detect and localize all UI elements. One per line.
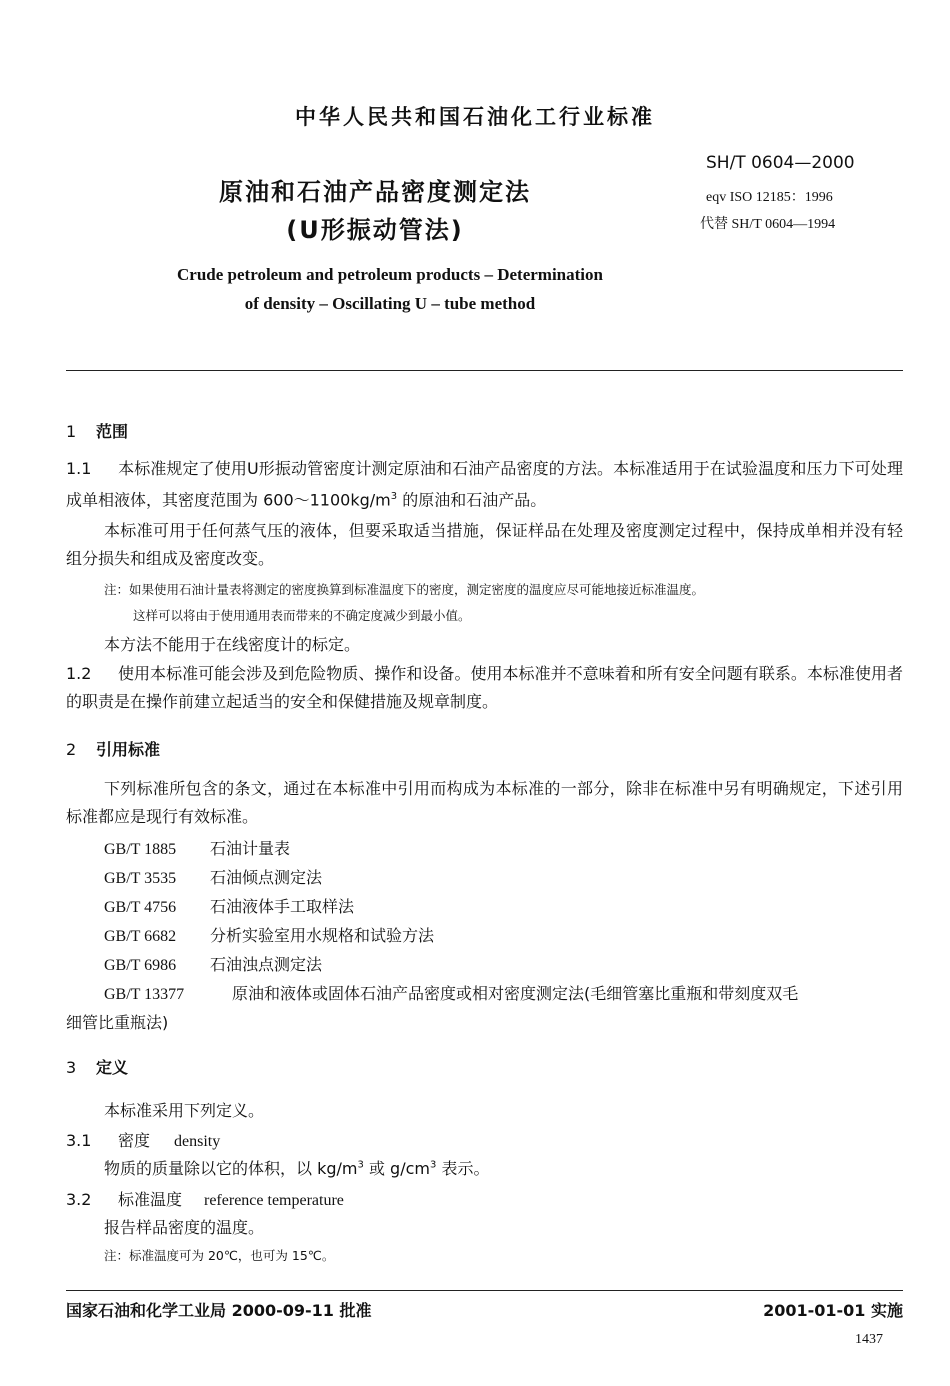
reference-item [104, 865, 322, 888]
reference-item [104, 923, 434, 946]
note-1-line2: 这样可以将由于使用通用表而带来的不确定度减少到最小值。 [133, 608, 471, 623]
standard-number: SH/T 0604—2000 [706, 153, 855, 173]
clause-number: 1.2 [66, 664, 92, 683]
section-2-heading [66, 737, 160, 760]
reference-code: GB/T 6986 [104, 957, 177, 974]
section-3-intro: 本标准采用下列定义。 [104, 1101, 265, 1120]
reference-item [104, 981, 798, 1004]
superscript: 3 [429, 1159, 437, 1171]
clause-text-a: 本标准规定了使用U形振动管密度计测定原油和石油产品密度的方法。本标准适用于在试验温度和压力下可处理成单相液体，其密度范围为 600～1100kg/m [66, 459, 903, 510]
reference-title: 石油倾点测定法 [210, 868, 323, 887]
section-2-intro: 下列标准所包含的条文，通过在本标准中引用而构成为本标准的一部分，除非在标准中另有明确规定，下述引用标准都应是现行有效标准。 [66, 779, 903, 826]
term-cn: 标准温度 [118, 1190, 183, 1209]
title-en-line2: of density – Oscillating U – tube method [244, 294, 536, 313]
reference-code: GB/T 13377 [104, 986, 185, 1003]
footer-divider [66, 1290, 903, 1291]
reference-code: GB/T 3535 [104, 870, 177, 887]
effective-date-line: 2001-01-01 实施 [763, 1301, 903, 1320]
definition-text: 表示。 [436, 1159, 490, 1178]
section-title: 引用标准 [96, 740, 161, 759]
section-1-heading [66, 419, 128, 442]
title-en-line1: Crude petroleum and petroleum products – Determination [177, 265, 603, 284]
section-number: 3 [66, 1058, 77, 1077]
page-number: 1437 [855, 1332, 883, 1347]
reference-title: 原油和液体或固体石油产品密度或相对密度测定法(毛细管塞比重瓶和带刻度双毛 [232, 984, 799, 1003]
section-number: 2 [66, 740, 77, 759]
section-3-heading [66, 1055, 128, 1078]
superscript: 3 [390, 491, 398, 502]
section-title: 定义 [96, 1058, 129, 1077]
clause-number: 3.2 [66, 1190, 92, 1209]
header-divider [66, 370, 903, 371]
superscript: 3 [357, 1159, 364, 1171]
reference-title: 石油计量表 [210, 839, 291, 858]
clause-number: 1.1 [66, 459, 92, 478]
title-cn-line2: (U形振动管法) [286, 216, 464, 244]
definition-text: 物质的质量除以它的体积，以 kg/m [104, 1159, 358, 1178]
clause-text: 使用本标准可能会涉及到危险物质、操作和设备。使用本标准并不意味着和所有安全问题有联系。本标准使用者的职责是在操作前建立起适当的安全和保健措施及规章制度。 [66, 664, 903, 711]
term-cn: 密度 [118, 1131, 151, 1150]
definition-3-1-text [104, 1156, 489, 1179]
replaced-standard: 代替 SH/T 0604—1994 [700, 217, 836, 232]
issuing-body-header: 中华人民共和国石油化工行业标准 [295, 105, 655, 129]
reference-item [104, 894, 354, 917]
equivalent-standard: eqv ISO 12185：1996 [706, 190, 833, 205]
term-en: density [174, 1133, 221, 1150]
reference-code: GB/T 6682 [104, 928, 177, 945]
note-2: 注：标准温度可为 20℃，也可为 15℃。 [104, 1248, 335, 1263]
clause-1-1-paragraph-3: 本方法不能用于在线密度计的标定。 [104, 635, 361, 654]
clause-1-2 [66, 660, 903, 716]
clause-1-1 [66, 455, 903, 514]
reference-title: 石油液体手工取样法 [210, 897, 355, 916]
section-number: 1 [66, 422, 77, 441]
note-1-line1: 注：如果使用石油计量表将测定的密度换算到标准温度下的密度，测定密度的温度应尽可能地接近标准温度。 [104, 582, 705, 597]
reference-code: GB/T 4756 [104, 899, 177, 916]
clause-number: 3.1 [66, 1131, 92, 1150]
definition-text: 或 g/cm [363, 1159, 430, 1178]
clause-text-b: 的原油和石油产品。 [397, 490, 547, 510]
definition-3-2-text: 报告样品密度的温度。 [104, 1218, 265, 1237]
reference-item [104, 952, 322, 975]
reference-code: GB/T 1885 [104, 841, 177, 858]
definition-3-1 [66, 1128, 220, 1151]
approval-line: 国家石油和化学工业局 2000-09-11 批准 [66, 1301, 372, 1320]
reference-item [104, 836, 290, 859]
term-en: reference temperature [204, 1192, 344, 1209]
title-cn-line1: 原油和石油产品密度测定法 [219, 178, 531, 206]
definition-3-2 [66, 1187, 344, 1210]
reference-title: 分析实验室用水规格和试验方法 [210, 926, 435, 945]
clause-1-1-paragraph-2: 本标准可用于任何蒸气压的液体，但要采取适当措施，保证样品在处理及密度测定过程中，保持成单相并没有轻组分损失和组成及密度改变。 [66, 521, 903, 568]
section-title: 范围 [96, 422, 129, 441]
reference-title-continued: 细管比重瓶法) [66, 1013, 169, 1032]
reference-title: 石油浊点测定法 [210, 955, 323, 974]
